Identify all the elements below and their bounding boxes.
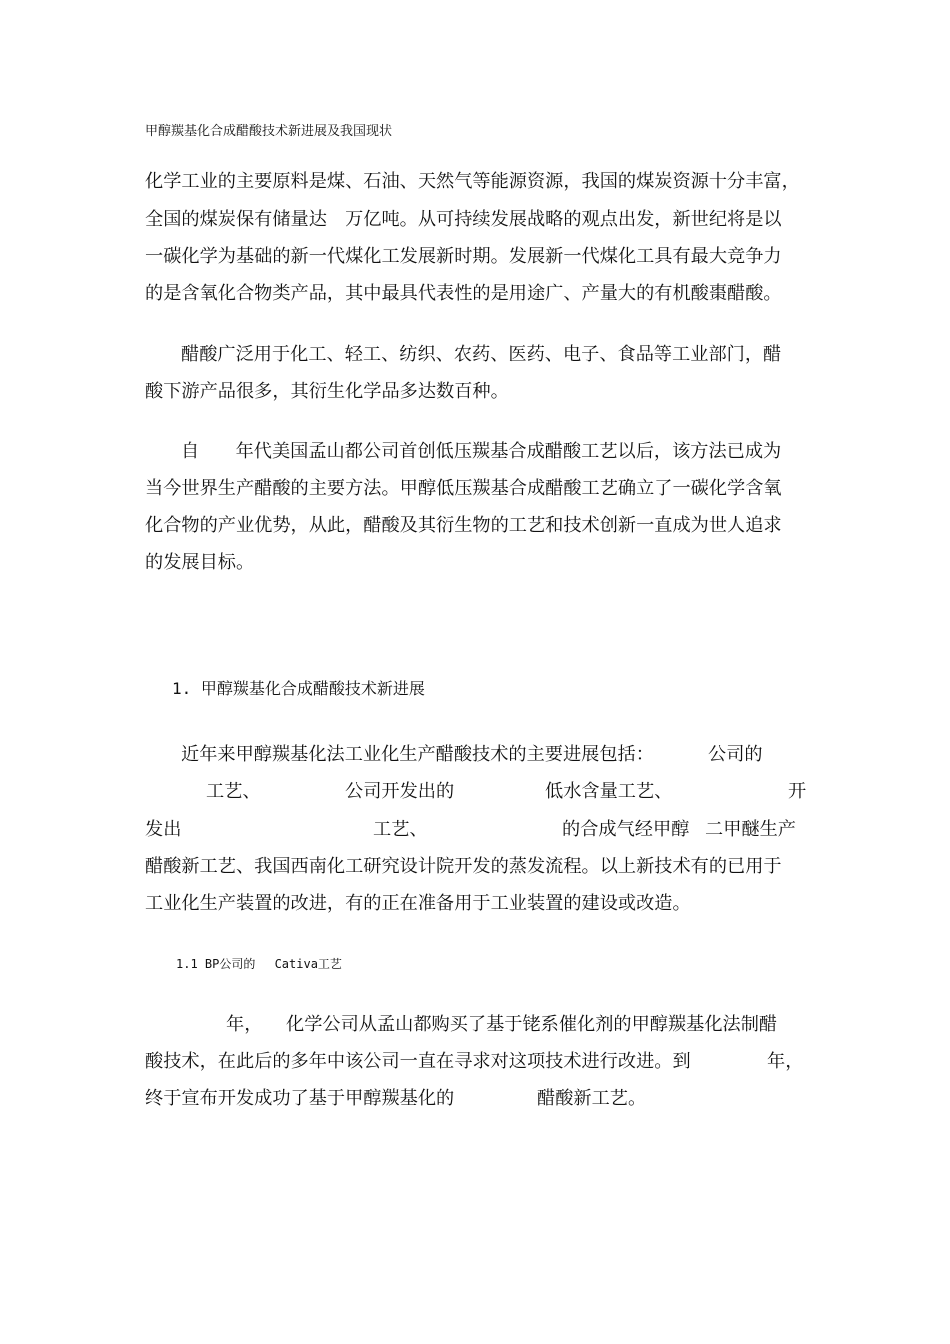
intro-p1-line-3: 一碳化学为基础的新一代煤化工发展新时期。发展新一代煤化工具有最大竞争力 — [145, 246, 782, 267]
section1-p1-line-2-seg-3: 低水含量工艺、 — [545, 781, 673, 802]
section1-p1-line-2-seg-2: 公司开发出的 — [345, 781, 455, 802]
document-header: 甲醇羰基化合成醋酸技术新进展及我国现状 — [145, 124, 393, 139]
section1-p1-line-4: 醋酸新工艺、我国西南化工研究设计院开发的蒸发流程。以上新技术有的已用于 — [145, 856, 782, 877]
section1-p1-line-3-seg-3: 的合成气经甲醇 — [562, 819, 690, 840]
sub1-line-2-seg-1: 酸技术，在此后的多年中该公司一直在寻求对这项技术进行改进。到 — [145, 1051, 691, 1072]
intro-p2-line-2: 酸下游产品很多，其衍生化学品多达数百种。 — [145, 381, 509, 402]
sub1-line-2-seg-2: 年， — [767, 1051, 804, 1072]
intro-p3-line-1: 自 年代美国孟山都公司首创低压羰基合成醋酸工艺以后，该方法已成为 — [181, 441, 782, 462]
sub1-line-1 — [0, 1013, 950, 1037]
intro-p3-line-2: 当今世界生产醋酸的主要方法。甲醇低压羰基合成醋酸工艺确立了一碳化学含氧 — [145, 478, 782, 499]
section1-p1-line-1 — [0, 743, 950, 767]
intro-p3-line-4: 的发展目标。 — [145, 552, 255, 573]
section-heading: 1. 甲醇羰基化合成醋酸技术新进展 — [172, 679, 425, 698]
sub1-line-1-seg-2: 化学公司从孟山都购买了基于铑系催化剂的甲醇羰基化法制醋 — [286, 1014, 778, 1035]
section1-p1-line-1-text: 近年来甲醇羰基化法工业化生产醋酸技术的主要进展包括： — [181, 744, 654, 765]
section1-p1-line-3-seg-4: 二甲醚生产 — [705, 819, 796, 840]
section1-p1-line-2 — [0, 780, 950, 804]
intro-p2-line-1: 醋酸广泛用于化工、轻工、纺织、农药、医药、电子、食品等工业部门，醋 — [181, 344, 782, 365]
sub1-line-3-seg-2: 醋酸新工艺。 — [537, 1088, 647, 1109]
sub1-line-3-seg-1: 终于宣布开发成功了基于甲醇羰基化的 — [145, 1088, 455, 1109]
intro-p3-line-3: 化合物的产业优势，从此，醋酸及其衍生物的工艺和技术创新一直成为世人追求 — [145, 515, 782, 536]
sub1-line-2 — [0, 1050, 950, 1074]
section1-p1-line-3 — [0, 818, 950, 842]
sub1-line-3 — [0, 1087, 950, 1111]
section1-p1-line-2-seg-1: 工艺、 — [206, 781, 261, 802]
section1-p1-line-3-seg-2: 工艺、 — [373, 819, 428, 840]
intro-p1-line-1: 化学工业的主要原料是煤、石油、天然气等能源资源，我国的煤炭资源十分丰富， — [145, 171, 800, 192]
intro-p1-line-2: 全国的煤炭保有储量达 万亿吨。从可持续发展战略的观点出发，新世纪将是以 — [145, 209, 782, 230]
subsection-heading: 1.1 BP公司的 Cativa工艺 — [176, 957, 342, 971]
section1-p1-line-5: 工业化生产装置的改进，有的正在准备用于工业装置的建设或改造。 — [145, 893, 691, 914]
section1-p1-line-3-seg-1: 发出 — [145, 819, 182, 840]
section1-p1-line-1-tail: 公司的 — [708, 744, 763, 765]
intro-p1-line-4: 的是含氧化合物类产品，其中最具代表性的是用途广、产量大的有机酸棗醋酸。 — [145, 283, 782, 304]
sub1-line-1-seg-1: 年， — [226, 1014, 263, 1035]
section1-p1-line-2-seg-4: 开 — [788, 781, 807, 802]
